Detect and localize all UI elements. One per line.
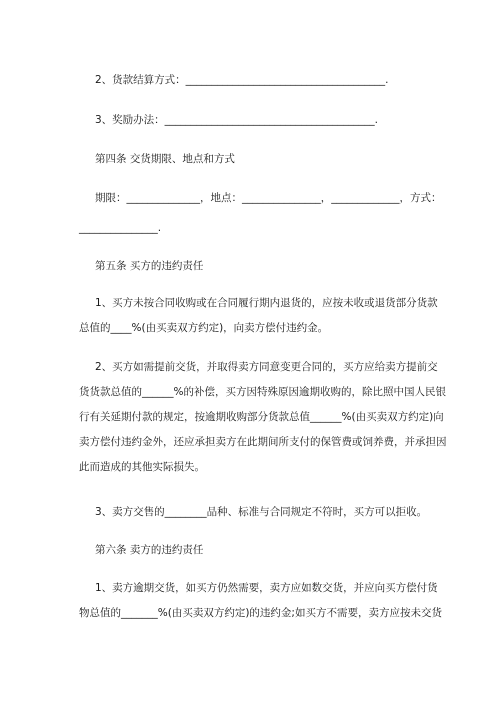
article-5-para-2-line-3: 行有关延期付款的规定，按逾期收购部分货款总值______%(由买卖双方约定)向 bbox=[79, 411, 444, 423]
article-6-para-1-line-2: 物总值的_______%(由买卖双方约定)的违约金;如买方不需要，卖方应按未交货 bbox=[79, 607, 442, 619]
article-5-para-2-line-2: 货货款总值的______%的补偿，买方因特殊原因逾期收购的，除比照中国人民银 bbox=[79, 386, 446, 398]
article-5-para-3-line-1: 3、卖方交售的________品种、标准与合同规定不符时，买方可以拒收。 bbox=[95, 506, 428, 518]
clause-reward-method: 3、奖励办法：________________________________________. bbox=[95, 114, 379, 126]
article-4-line-1: 期限：______________，地点：_______________，_____________，方式： bbox=[95, 192, 442, 204]
article-4-title: 第四条 交货期限、地点和方式 bbox=[95, 153, 235, 165]
article-5-para-2-line-5: 此而造成的其他实际损失。 bbox=[79, 461, 205, 473]
article-5-title: 第五条 买方的违约责任 bbox=[95, 260, 204, 272]
article-6-para-1-line-1: 1、卖方逾期交货，如买方仍然需要，卖方应如数交货，并应向买方偿付货 bbox=[95, 582, 438, 594]
article-4-line-2: _______________. bbox=[79, 222, 162, 234]
clause-payment-settlement: 2、货款结算方式：______________________________________. bbox=[95, 74, 389, 86]
article-5-para-2-line-1: 2、买方如需提前交货，并取得卖方同意变更合同的，买方应给卖方提前交 bbox=[95, 361, 438, 373]
article-5-para-2-line-4: 卖方偿付违约金外，还应承担卖方在此期间所支付的保管费或饲养费，并承担因 bbox=[79, 436, 447, 448]
article-5-para-1-line-2: 总值的____%(由买卖双方约定)，向卖方偿付违约金。 bbox=[79, 322, 329, 334]
article-6-title: 第六条 卖方的违约责任 bbox=[95, 544, 204, 556]
article-5-para-1-line-1: 1、买方未按合同收购或在合同履行期内退货的，应按未收或退货部分货款 bbox=[95, 297, 438, 309]
